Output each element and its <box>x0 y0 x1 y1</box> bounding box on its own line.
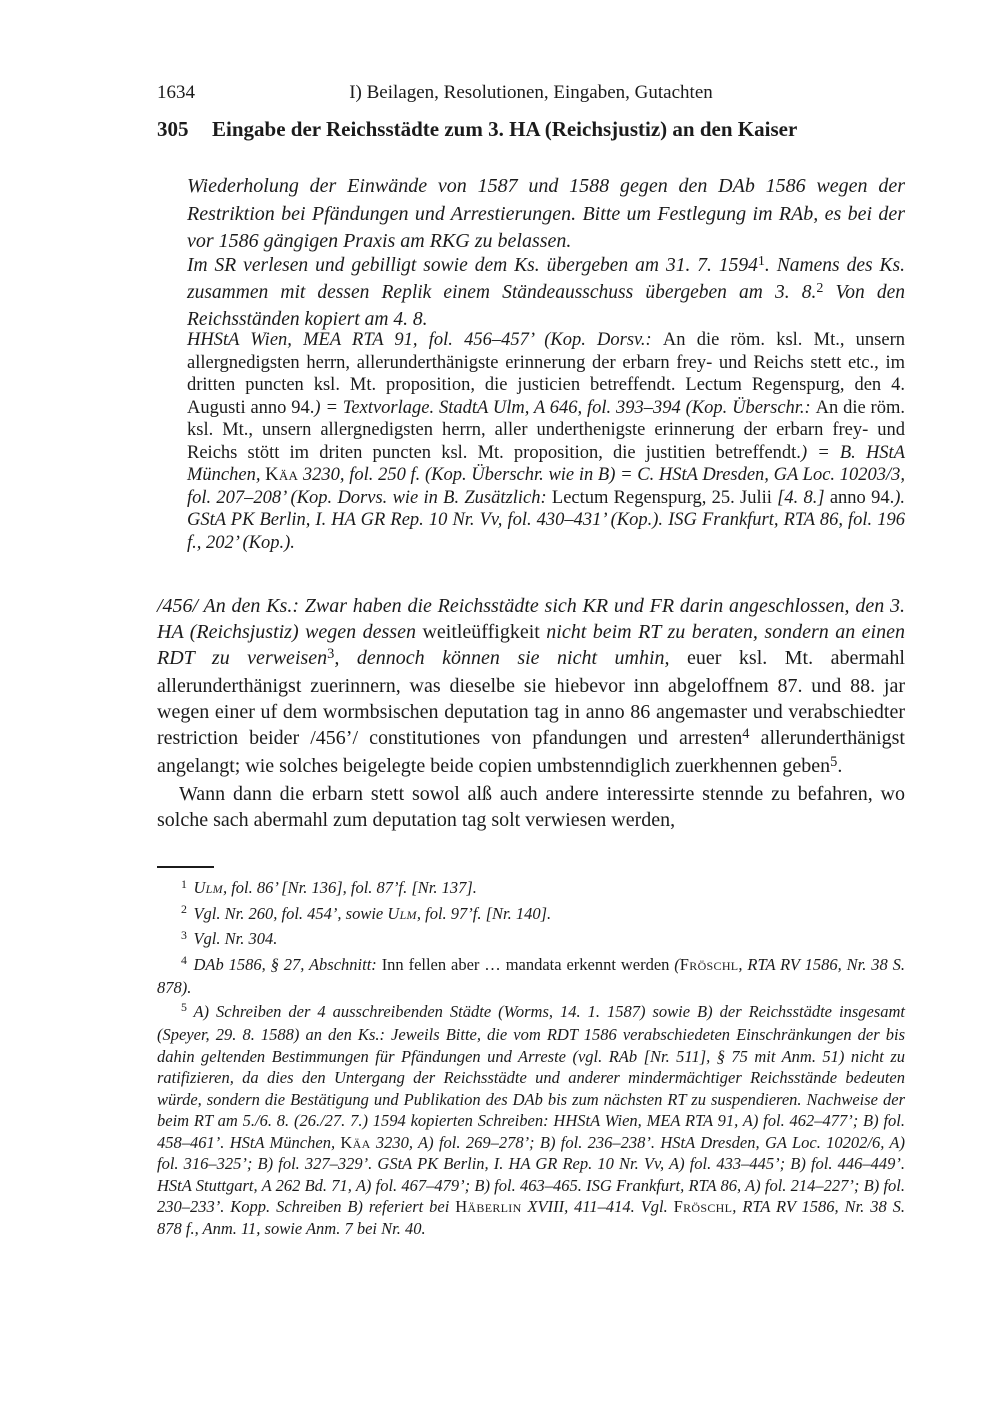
main-paragraph <box>157 593 905 781</box>
text-run: 3230, A) fol. 269–278’; B) fol. 236–238’. HStA Dresden, GA Loc. 10202/6, A) fol. 316–325’; B) fol. 327–329’. GStA PK Berlin, I. HA GR Rep. 10 Nr. Vv, A) fol. 433–445’; B) fol. 446–449’. HStA Stuttgart, A 262 Bd. 71, A) fol. 467–479’; B) fol. 463–465. ISG Frankfurt, RTA 86, A) fol. 214–227’; B) fol. 230–233’. Kopp. Schreiben B) referiert bei <box>157 1132 905 1216</box>
footnote-5 <box>157 1001 905 1240</box>
text-run: nicht beim RT zu beraten, sondern an einen RDT zu verweisen <box>157 621 905 669</box>
text-run: An die röm. ksl. Mt., unsern allergnedigsten herrn, aller underthenigste erinnerung der erbarn frey- und Reichs stött im driten puncten ksl. Mt. proposition, die justitien betreffendt. <box>187 397 905 463</box>
text-run: anno 94. <box>824 487 895 508</box>
text-run: allerunderthänigst angelangt; wie solches beigelegte beide copien umbstenndiglich zuerkhennen geben <box>157 727 905 777</box>
footnote-marker: 4 <box>181 953 187 968</box>
text-run: A) Schreiben der 4 ausschreibenden Städte (Worms, 14. 1. 1587) sowie B) der Reichsstädte insgesamt (Speyer, 29. 8. 1588) an den Ks.: Jeweils Bitte, die vom RDT 1586 verabschiedeten Einschränkungen der bis dahin geltenden Bestimmungen für Pfändungen und Arreste (vgl. RAb [Nr. 511], § 75 mit Anm. 51) nicht zu ratifizieren, da dies den Untergang der Reichsstädte und anderer mindermächtiger Reichsstände bedeuten würde, sondern die Bestätigung und Publikation des DAb bis zum nächsten RT zu suspendieren. Nachweise der beim RT am 5./6. 8. (26./27. 7.) 1594 kopierten Schreiben: HHStA Wien, MEA RTA 91, A) fol. 462–477’; B) fol. 458–461’. HStA München, <box>157 1001 905 1152</box>
text-run: Fröschl <box>679 954 739 974</box>
running-header-row <box>157 82 905 104</box>
text-run: Vgl. Nr. 260, fol. 454’, sowie <box>193 903 388 923</box>
main-paragraph <box>157 781 905 833</box>
text-run: /456/ An den Ks.: Zwar haben die Reichsstädte sich KR und FR darin angeschlossen, den 3. HA (Reichsjustiz) wegen dessen <box>157 595 905 643</box>
text-run: HHStA Wien, MEA RTA 91, fol. 456–457’ (Kop. Dorsv.: <box>187 330 663 350</box>
document-number: 305 <box>157 117 189 141</box>
footnote-2 <box>157 903 905 927</box>
footnote-reference: 4 <box>742 725 750 742</box>
text-run: 3230, fol. 250 f. (Kop. Überschr. wie in B) = C. HStA Dresden, GA Loc. 10203/3, fol. 207–208’ (Kop. Dorvs. wie in B. Zusätzlich: <box>187 465 905 508</box>
protocol-note <box>187 253 905 332</box>
text-run: weitleüffigkeit <box>422 621 547 643</box>
text-run: Vgl. Nr. 304. <box>193 929 278 948</box>
text-run: , RTA RV 1586, Nr. 38 S. 878). <box>157 954 905 997</box>
footnote-3 <box>157 928 905 952</box>
footnote-reference: 3 <box>327 645 335 662</box>
archival-sources <box>187 329 905 554</box>
running-header: I) Beilagen, Resolutionen, Eingaben, Gutachten <box>349 82 713 103</box>
footnote-marker: 1 <box>181 876 187 891</box>
document-title: Eingabe der Reichsstädte zum 3. HA (Reichsjustiz) an den Kaiser <box>212 117 798 141</box>
text-run: Wann dann die erbarn stett sowol alß auch andere interessirte stennde zu befahren, wo solche sach abermahl zum deputation tag solt verwiesen werden, <box>157 783 905 831</box>
text-run: , RTA RV 1586, Nr. 38 S. 878 f., Anm. 11, sowie Anm. 7 bei Nr. 40. <box>157 1197 905 1238</box>
text-run: . Namens des Ks. zusammen mit dessen Replik einem Ständeausschuss übergeben am 3. 8. <box>187 255 906 303</box>
footnote-reference: 5 <box>830 753 838 770</box>
footnote-marker: 2 <box>181 902 187 917</box>
footnote-1 <box>157 877 905 901</box>
footnote-4 <box>157 954 905 999</box>
text-run: Lectum Regenspurg, 25. Julii <box>551 487 778 508</box>
footnotes <box>157 877 905 1241</box>
text-run: , fol. 86’ [Nr. 136], fol. 87’f. [Nr. 137]. <box>222 878 477 897</box>
footnote-reference: 2 <box>816 279 824 296</box>
text-run: DAb 1586, § 27, Abschnitt: <box>193 954 382 974</box>
text-run: Häberlin <box>455 1197 522 1216</box>
text-run: Käa <box>340 1132 371 1152</box>
text-run: Fröschl <box>673 1197 733 1216</box>
main-text <box>157 593 905 833</box>
text-run: ) = B. HStA München, <box>187 442 906 485</box>
text-run: ( <box>674 954 680 974</box>
text-run: XVIII, 411–414. Vgl. <box>521 1197 674 1216</box>
text-run: An die röm. ksl. Mt., unsern allergnedigsten herrn, allerunderthänigste erinnerung der erbarn frey- und Reichs stett etc., im dritten puncten ksl. Mt. proposition, die justicien betreffendt. Lectum Regenspurg, den 4. Augusti anno 94. <box>187 330 906 418</box>
footnote-marker: 3 <box>181 927 187 942</box>
text-run: Wiederholung der Einwände von 1587 und 1588 gegen den DAb 1586 wegen der Restriktion bei Pfändungen und Arrestierungen. Bitte um Festlegung im RAb, es bei der vor 1586 gängigen Praxis am RKG zu belassen. <box>187 175 905 252</box>
text-run: euer ksl. Mt. abermahl allerunderthänigst zuerinnern, was dieselbe sie hiebevor inn abgeloffnem 87. und 88. jar wegen einer uf dem wormbsischen deputation tag in anno 86 angemaster und verabschiedter restriction beider /456’/ constitutiones von pfandungen und arresten <box>157 647 905 749</box>
document-heading <box>157 117 905 142</box>
text-run: , dennoch können sie nicht umhin, <box>334 647 670 669</box>
text-run: . <box>837 755 843 777</box>
footnote-reference: 1 <box>757 252 765 269</box>
text-run: [4. 8.] <box>777 487 825 508</box>
text-run: Von den Reichsständen kopiert am 4. 8. <box>187 282 906 330</box>
text-run: Inn fellen aber … mandata erkennt werden <box>381 954 675 974</box>
text-run: Ulm <box>387 903 417 923</box>
text-run: , fol. 97’f. [Nr. 140]. <box>416 903 552 923</box>
text-run: Käa <box>265 465 299 485</box>
text-run: ). GStA PK Berlin, I. HA GR Rep. 10 Nr. Vv, fol. 430–431’ (Kop.). ISG Frankfurt, RTA 86, fol. 196 f., 202’ (Kop.). <box>187 487 905 553</box>
page-number: 1634 <box>157 82 195 103</box>
regest-summary <box>187 173 905 256</box>
text-run: Im SR verlesen und gebilligt sowie dem Ks. übergeben am 31. 7. 1594 <box>187 255 758 276</box>
text-run: ) = Textvorlage. StadtA Ulm, A 646, fol. 393–394 (Kop. Überschr.: <box>314 397 816 418</box>
footnote-separator-rule <box>157 866 214 868</box>
text-run: Ulm <box>193 878 223 897</box>
footnote-marker: 5 <box>181 1000 187 1015</box>
